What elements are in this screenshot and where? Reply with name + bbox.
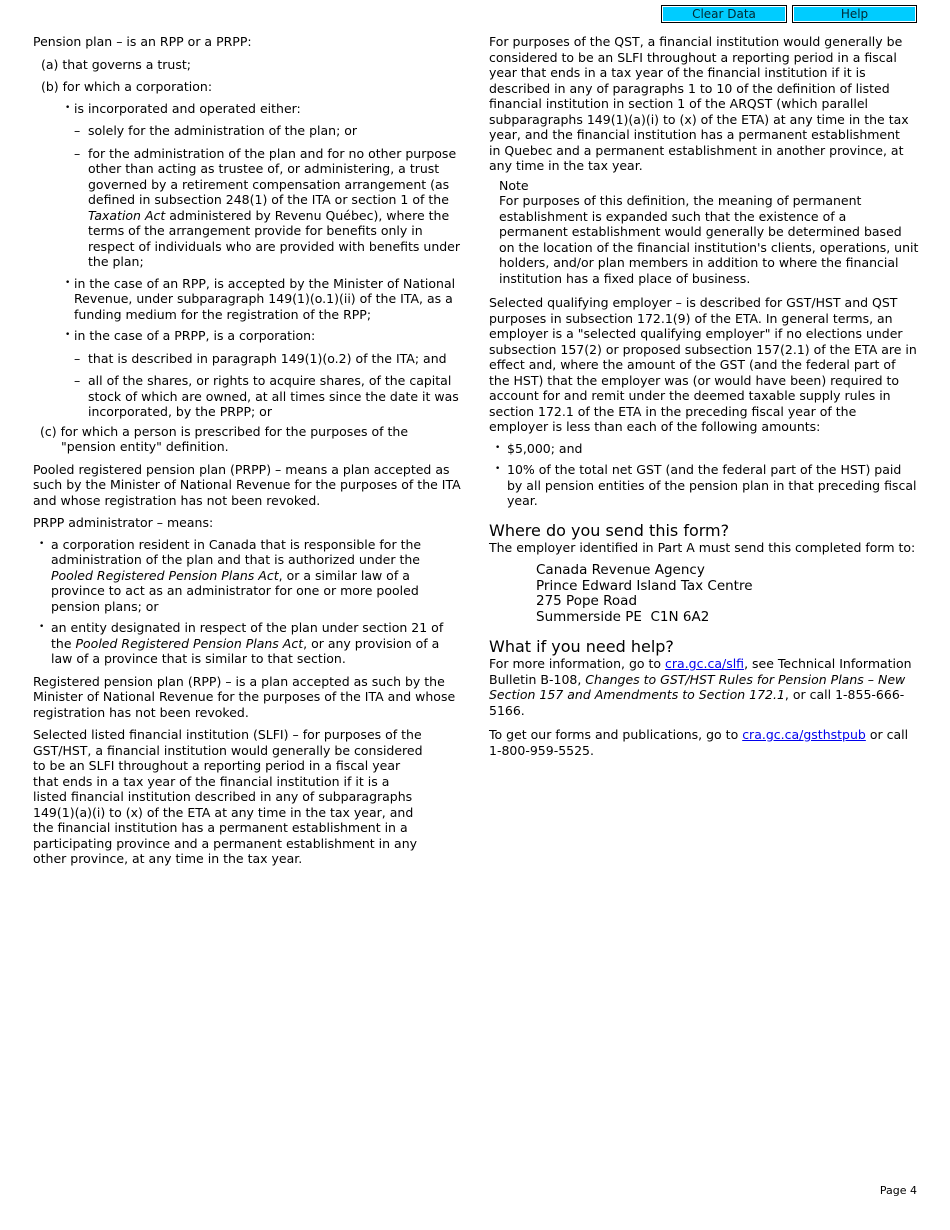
- address-line-2: Prince Edward Island Tax Centre: [536, 577, 753, 594]
- address-line-1: Canada Revenue Agency: [536, 562, 705, 578]
- gsthstpub-link[interactable]: cra.gc.ca/gsthstpub: [742, 727, 866, 742]
- sqe-bullet-2: • 10% of the total net GST (and the federal part of the HST) paid by all pension entities of the pension plan in that preceding fiscal year.: [489, 462, 919, 509]
- taxation-act-title: Taxation Act: [88, 207, 166, 223]
- prpp-administrator-bullet-2: [33, 620, 463, 667]
- help-text: [489, 656, 919, 718]
- text-run: an entity designated in respect of the plan under section 21 of the: [51, 620, 444, 651]
- text-run: , or any provision of a law of a province that is similar to that section.: [51, 635, 440, 666]
- send-form-text: The employer identified in Part A must send this completed form to:: [489, 539, 916, 555]
- pension-plan-b-bullet-3: • in the case of a PRPP, is a corporation:: [33, 328, 463, 344]
- text-run: , see Technical Information Bulletin B-108,: [489, 656, 912, 687]
- send-form-heading: Where do you send this form?: [489, 520, 730, 540]
- pension-plan-item-b: (b) for which a corporation:: [41, 79, 213, 94]
- prpp-act-title: Pooled Registered Pension Plans Act: [51, 567, 279, 583]
- mailing-address: [489, 563, 919, 625]
- prpp-definition: Pooled registered pension plan (PRPP) – means a plan accepted as such by the Minister of National Revenue for the purposes of the ITA and whose registration has not been revoked.: [33, 461, 461, 508]
- prpp-administrator-title: PRPP administrator – means:: [33, 515, 214, 530]
- pension-plan-b-bullet-1: • is incorporated and operated either:: [33, 101, 463, 117]
- sqe-bullet-1: • $5,000; and: [489, 441, 919, 457]
- page-number: Page 4: [879, 1184, 917, 1197]
- text-run: , or a similar law of a province to act as an administrator for one or more pooled pension plans; or: [51, 567, 419, 614]
- prpp-act-title: Pooled Registered Pension Plans Act: [75, 635, 304, 651]
- pension-plan-b3-dash-1: – that is described in paragraph 149(1)(o.2) of the ITA; and: [33, 351, 463, 367]
- pension-plan-item-c: (c) for which a person is prescribed for the purposes of the "pension entity" definition.: [40, 423, 409, 454]
- note-title: Note: [499, 177, 529, 193]
- selected-qualifying-employer-definition: Selected qualifying employer – is described for GST/HST and QST purposes in subsection 172.1(9) of the ETA. In general terms, an employer is a "selected qualifying employer" if no elections under subsection 157(2) or proposed subsection 157(2.1) of the ETA are in effect and, where the amount of the GST (and the federal part of the HST) that the employer was (or would have been) required to account for and remit under the deemed taxable supply rules in section 172.1 of the ETA in the preceding fiscal year of the employer is less than each of the following amounts:: [489, 295, 917, 434]
- text-run: To get our forms and publications, go to: [489, 727, 743, 742]
- prpp-administrator-bullet-1: [33, 537, 463, 615]
- text-run: for the administration of the plan and for no other purpose other than acting as trustee of, or administering, a trust governed by a retirement compensation arrangement (as defined in subsection 248(1) of the ITA or section 1 of the: [88, 145, 457, 207]
- text-run: , or call 1-855-666-5166.: [489, 687, 905, 718]
- help-heading: What if you need help?: [489, 637, 674, 656]
- rpp-definition: Registered pension plan (RPP) – is a plan accepted as such by the Minister of National Revenue for the purposes of the ITA and whose registration has not been revoked.: [33, 673, 456, 720]
- slfi-definition: Selected listed financial institution (SLFI) – for purposes of the GST/HST, a financial institution would generally be considered to be an SLFI throughout a reporting period in a fiscal year that ends in a tax year of the financial institution if it is a listed financial institution described in any of subparagraphs 149(1)(a)(i) to (x) of the ETA at any time in the tax year, and the financial institution has a permanent establishment in a participating province and a permanent establishment in any other province, at any time in the tax year.: [33, 727, 423, 866]
- right-column: [489, 34, 919, 758]
- pension-plan-b1-dash-2: [33, 146, 463, 270]
- left-column: [33, 34, 463, 867]
- note-text: For purposes of this definition, the meaning of permanent establishment is expanded such that the existence of a permanent establishment would generally be determined based on the location of the financial institution's clients, operations, unit holders, and/or plan members in addition to where the financial institution has a fixed place of business.: [499, 193, 919, 286]
- qst-paragraph: For purposes of the QST, a financial institution would generally be considered to be an SLFI throughout a reporting period in a fiscal year that ends in a tax year of the financial institution if it is described in any of paragraphs 1 to 10 of the definition of listed financial institution in section 1 of the ARQST (which parallel subparagraphs 149(1)(a)(i) to (x) of the ETA) at any time in the tax year, and the financial institution has a permanent establishment in Quebec and a permanent establishment in another province, at any time in the tax year.: [489, 34, 909, 173]
- text-run: administered by Revenu Québec), where the terms of the arrangement provide for benefits only in respect of individuals who are provided with benefits under the plan;: [88, 207, 461, 269]
- address-line-4: Summerside PE C1N 6A2: [536, 608, 710, 625]
- pension-plan-item-a: (a) that governs a trust;: [41, 56, 191, 72]
- slfi-link[interactable]: cra.gc.ca/slfi: [665, 656, 745, 671]
- bulletin-title: Changes to GST/HST Rules for Pension Plans – New Section 157 and Amendments to Section 172.1: [489, 671, 906, 702]
- publications-text: [489, 727, 919, 758]
- pension-plan-b1-dash-1: – solely for the administration of the plan; or: [33, 123, 463, 139]
- pension-plan-b-bullet-2: • in the case of an RPP, is accepted by the Minister of National Revenue, under subparagraph 149(1)(o.1)(ii) of the ITA, as a funding medium for the registration of the RPP;: [33, 276, 463, 323]
- clear-data-button[interactable]: Clear Data: [661, 5, 787, 23]
- text-run: or call 1-800-959-5525.: [489, 727, 909, 758]
- pension-plan-title: Pension plan – is an RPP or a PRPP:: [33, 34, 252, 49]
- help-button[interactable]: Help: [792, 5, 917, 23]
- address-line-3: 275 Pope Road: [536, 593, 638, 609]
- text-run: For more information, go to: [489, 656, 666, 671]
- pension-plan-b3-dash-2: – all of the shares, or rights to acquire shares, of the capital stock of which are owned, at all times since the date it was incorporated, by the PRPP; or: [33, 373, 463, 420]
- text-run: a corporation resident in Canada that is responsible for the administration of the plan and that is authorized under the: [51, 536, 422, 567]
